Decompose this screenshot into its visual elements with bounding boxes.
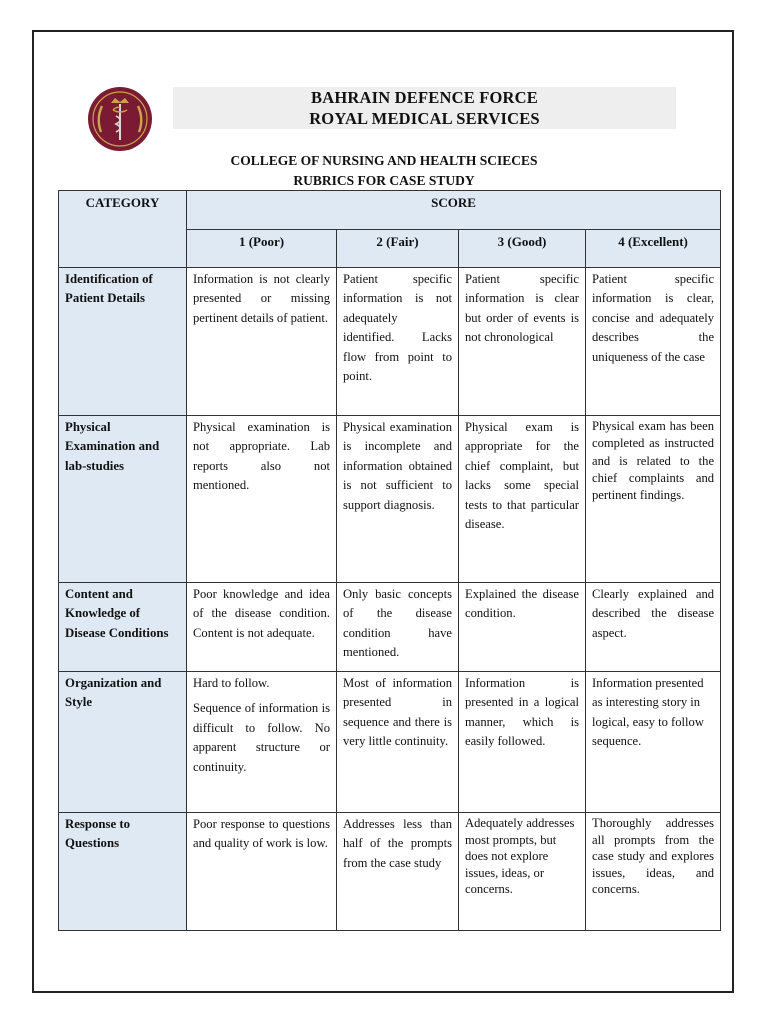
rubric-cell-excellent: Thoroughly addresses all prompts from the case study and explores issues, ideas, and concerns. (586, 813, 721, 931)
table-row (59, 268, 721, 416)
score-column-excellent: 4 (Excellent) (586, 230, 721, 268)
rubric-cell-fair: Only basic concepts of the disease condition have mentioned. (337, 583, 459, 672)
row-category: Response to Questions (59, 813, 187, 931)
rubric-cell-poor-line2: Sequence of information is difficult to follow. No apparent structure or continuity. (193, 701, 330, 774)
row-category: Organization and Style (59, 672, 187, 813)
rubric-cell-good: Adequately addresses most prompts, but does not explore issues, ideas, or concerns. (459, 813, 586, 931)
rubric-cell-excellent: Patient specific information is clear, concise and adequately describes the uniqueness of the case (586, 268, 721, 416)
rubric-cell-fair: Patient specific information is not adequately identified. Lacks flow from point to point. (337, 268, 459, 416)
college-name: COLLEGE OF NURSING AND HEALTH SCIECES (230, 153, 538, 168)
table-row (59, 672, 721, 813)
table-row (59, 416, 721, 583)
table-row (59, 813, 721, 931)
rubric-cell-excellent: Information presented as interesting story in logical, easy to follow sequence. (586, 672, 721, 813)
score-column-fair: 2 (Fair) (337, 230, 459, 268)
document-heading (58, 151, 710, 190)
table-row (59, 583, 721, 672)
organization-name: BAHRAIN DEFENCE FORCE (311, 88, 538, 107)
organization-banner (173, 87, 676, 129)
rubric-cell-fair: Most of information presented in sequence and there is very little continuity. (337, 672, 459, 813)
rubric-cell-fair: Physical examination is incomplete and information obtained is not sufficient to support diagnosis. (337, 416, 459, 583)
row-category: Physical Examination and lab-studies (59, 416, 187, 583)
rubric-cell-good: Information is presented in a logical manner, which is easily followed. (459, 672, 586, 813)
rubric-cell-fair: Addresses less than half of the prompts from the case study (337, 813, 459, 931)
rubric-cell-poor: Physical examination is not appropriate. Lab reports also not mentioned. (187, 416, 337, 583)
rubric-cell-poor-line1: Hard to follow. (193, 676, 270, 690)
rubric-cell-poor: Poor response to questions and quality of work is low. (187, 813, 337, 931)
rubric-cell-poor (187, 672, 337, 813)
score-column-poor: 1 (Poor) (187, 230, 337, 268)
row-category: Identification of Patient Details (59, 268, 187, 416)
document-title: RUBRICS FOR CASE STUDY (293, 172, 475, 188)
rubric-cell-excellent: Physical exam has been completed as instructed and is related to the chief complaints and pertinent findings. (586, 416, 721, 583)
rubric-cell-good: Patient specific information is clear but order of events is not chronological (459, 268, 586, 416)
rubric-cell-good: Explained the disease condition. (459, 583, 586, 672)
category-header: CATEGORY (59, 191, 187, 268)
royal-medical-services-seal-icon (85, 86, 155, 152)
organization-division: ROYAL MEDICAL SERVICES (309, 109, 540, 128)
rubric-cell-poor: Poor knowledge and idea of the disease condition. Content is not adequate. (187, 583, 337, 672)
rubric-cell-poor: Information is not clearly presented or missing pertinent details of patient. (187, 268, 337, 416)
rubric-cell-good: Physical exam is appropriate for the chief complaint, but lacks some special tests to that particular disease. (459, 416, 586, 583)
rubric-cell-excellent: Clearly explained and described the disease aspect. (586, 583, 721, 672)
score-header: SCORE (187, 191, 721, 230)
score-column-good: 3 (Good) (459, 230, 586, 268)
row-category: Content and Knowledge of Disease Conditions (59, 583, 187, 672)
rubric-table (58, 190, 721, 931)
